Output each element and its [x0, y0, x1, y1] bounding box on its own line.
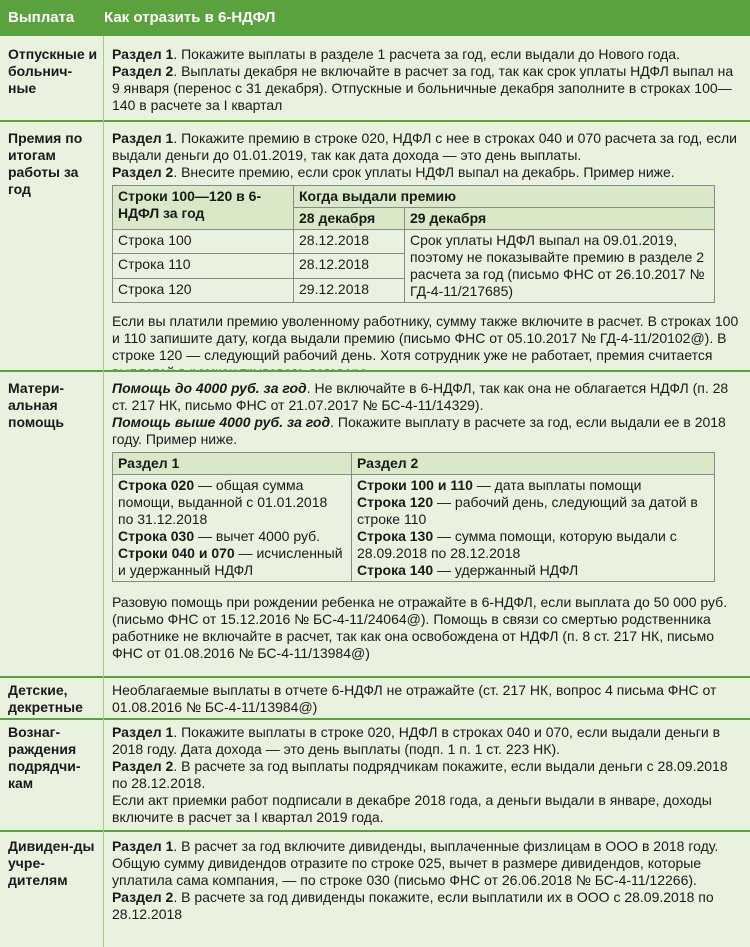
bonus-table-header-dec29: 29 декабря — [405, 208, 715, 230]
text: . Покажите выплату в расчете за год, если выдали ее в 2018 году. Пример ниже. — [112, 414, 726, 447]
row-vacation — [0, 36, 750, 120]
bonus-table-header-when: Когда выдали премию — [294, 186, 715, 208]
line-text: — сумма помощи, которую выдали с 28.09.2018 по 28.12.2018 — [357, 528, 677, 561]
text: . Не включайте в 6-НДФЛ, так как она не облагается НДФЛ (п. 28 ст. 217 НК, письмо ФНС от 21.07.2017 № БС-4-11/14329). — [112, 380, 729, 413]
table-cell: Строка 120 — [113, 278, 294, 302]
row-dividends — [0, 832, 750, 947]
row-content — [112, 46, 742, 114]
section-label: Помощь выше 4000 руб. за год — [112, 414, 331, 430]
row-label: Отпускные и больнич-ные — [8, 46, 98, 96]
text: . Покажите выплаты в строке 020, НДФЛ в строках 040 и 070, если выдали деньги в 2018 году. Дата дохода — это день выплаты (подп. 1 п. 1 ст. 223 НК). — [112, 724, 721, 757]
line-text: — удержанный НДФЛ — [433, 562, 579, 578]
text: . Выплаты декабря не включайте в расчет за год, так как срок уплаты НДФЛ выпал на 9 января (перенос с 31 декабря). Отпускные и больничные декабря заполните в строках 100—140 в расчете за I квартал — [112, 63, 734, 113]
text: Если вы платили премию уволенному работнику, сумму также включите в расчет. В строках 100 и 110 запишите дату, когда выдали премию (письмо ФНС от 05.10.2017 № ГД-4-11/20102@). В строке 120 — следующий рабочий день. Хотя сотрудник уже не работает, премия считается — [112, 313, 739, 363]
section-label: Раздел 2 — [112, 164, 174, 180]
line-text: — вычет 4000 руб. — [194, 528, 321, 544]
bonus-table-header-rows: Строки 100—120 в 6-НДФЛ за год — [113, 186, 294, 230]
line-bold: Строки 100 и 110 — [357, 477, 473, 493]
row-content — [112, 130, 742, 381]
text: . В расчете за год дивиденды покажите, если выплатили их в ООО с 28.09.2018 по 28.12.2018 — [112, 889, 714, 922]
header-how-to: Как отразить в 6-НДФЛ — [104, 9, 276, 26]
column-divider — [103, 36, 104, 947]
row-label: Вознаг-раждения подрядчи-кам — [8, 724, 81, 791]
row-contractors — [0, 720, 750, 830]
text: . Покажите премию в строке 020, НДФЛ с нее в строках 040 и 070 расчета за год, если выдали деньги до 01.01.2019, так как дата дохода — это день выплаты. — [112, 130, 737, 163]
section-label: Помощь до 4000 руб. за год — [112, 380, 307, 396]
section-label: Раздел 2 — [112, 758, 174, 774]
row-bonus — [0, 122, 750, 370]
row-label: Матери-альная помощь — [8, 380, 65, 430]
section-label: Раздел 2 — [112, 889, 174, 905]
section-label: Раздел 2 — [112, 63, 174, 79]
line-bold: Строка 130 — [357, 528, 434, 544]
section-label: Раздел 1 — [112, 46, 174, 62]
line-bold: Строка 140 — [357, 562, 434, 578]
section-label: Раздел 1 — [112, 130, 174, 146]
table-cell — [113, 475, 352, 582]
table-cell: Строка 110 — [113, 254, 294, 278]
row-content — [112, 724, 742, 826]
row-label: Дивиден-ды учре-дителям — [8, 838, 95, 888]
row-content — [112, 380, 742, 662]
row-content — [112, 838, 742, 923]
line-text: — рабочий день, следующий за датой в строке 110 — [357, 494, 698, 527]
row-label: Детские, декретные — [8, 682, 83, 715]
table-cell: 28.12.2018 — [294, 254, 405, 278]
row-label: Премия по итогам работы за год — [8, 130, 83, 197]
text: . Внесите премию, если срок уплаты НДФЛ выпал на декабрь. Пример ниже. — [173, 164, 675, 180]
aid-table — [112, 452, 715, 582]
line-bold: Строки 040 и 070 — [118, 545, 235, 561]
line-bold: Строка 030 — [118, 528, 195, 544]
row-aid — [0, 372, 750, 676]
line-bold: Строка 020 — [118, 477, 195, 493]
bonus-table — [112, 185, 715, 303]
line-text: — общая сумма помощи, выданной с 01.01.2018 по 31.12.2018 — [118, 477, 328, 527]
header-payment: Выплата — [8, 9, 75, 26]
row-child — [0, 678, 750, 718]
table-cell: 29.12.2018 — [294, 278, 405, 302]
table-cell: Строка 100 — [113, 230, 294, 254]
table-header — [0, 0, 750, 36]
table-cell: 28.12.2018 — [294, 230, 405, 254]
aid-table-header-sec1: Раздел 1 — [113, 453, 352, 475]
bonus-table-header-dec28: 28 декабря — [294, 208, 405, 230]
table-cell: Срок уплаты НДФЛ выпал на 09.01.2019, поэтому не показывайте премию в разделе 2 расчета за год (письмо ФНС от 26.10.2017 № ГД-4-11/217685) — [405, 230, 715, 303]
row-content — [112, 682, 742, 716]
text: Если акт приемки работ подписали в декабре 2018 года, а деньги выдали в январе, доходы включите в расчет за I квартал 2019 года. — [112, 792, 712, 825]
section-label: Раздел 1 — [112, 838, 174, 854]
section-label: Раздел 1 — [112, 724, 174, 740]
line-text: — исчисленный и удержанный НДФЛ — [118, 545, 343, 578]
line-bold: Строка 120 — [357, 494, 434, 510]
table-cell — [352, 475, 715, 582]
text: Разовую помощь при рождении ребенка не отражайте в 6-НДФЛ, если выплата до 50 000 руб. (письмо ФНС от 15.12.2016 № БС-4-11/24064@). Помощь в связи со смертью родственника работнике не включайте в расчет, так как она освобождена от НДФЛ (п. 8 ст. 217 НК, письмо ФНС от 01.08.2016 № БС-4-11/13984@) — [112, 594, 728, 661]
text: . Покажите выплаты в разделе 1 расчета за год, если выдали до Нового года. — [173, 46, 680, 62]
aid-table-header-sec2: Раздел 2 — [352, 453, 715, 475]
line-text: — дата выплаты помощи — [472, 477, 642, 493]
text: Необлагаемые выплаты в отчете 6-НДФЛ не отражайте (ст. 217 НК, вопрос 4 письма ФНС от 01.08.2016 № БС-4-11/13984@) — [112, 682, 717, 715]
text: . В расчет за год включите дивиденды, выплаченные физлицам в ООО в 2018 году. Общую сумму дивидендов отразите по строке 025, вычет в размере дивидендов, которые уплатила сама компания, — по строке 030 (письмо ФНС от 26.06.2018 № БС-4-11/12266). — [112, 838, 719, 888]
text: . В расчете за год выплаты подрядчикам покажите, если выдали деньги с 28.09.2018 по 28.12.2018. — [112, 758, 728, 791]
